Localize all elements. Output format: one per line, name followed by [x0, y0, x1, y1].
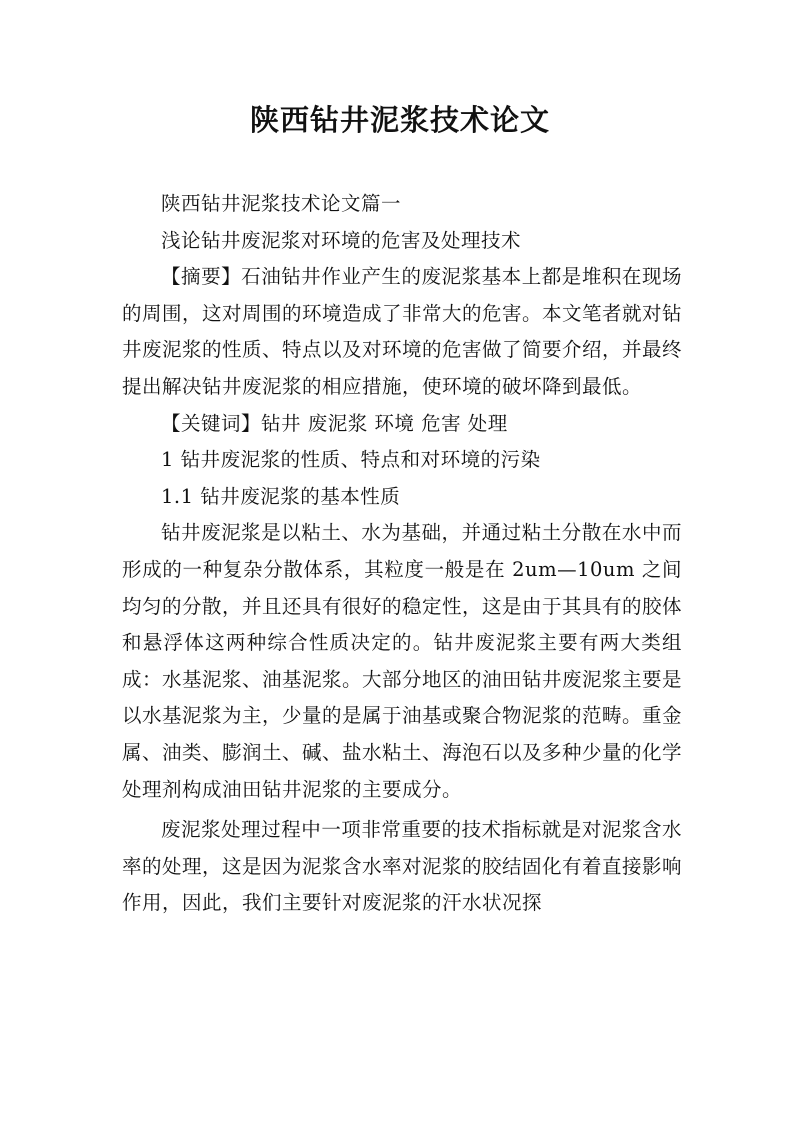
- article-title: 浅论钻井废泥浆对环境的危害及处理技术: [161, 228, 522, 252]
- keywords-line: 【关键词】钻井 废泥浆 环境 危害 处理: [161, 411, 508, 435]
- subsection-heading: 1.1 钻井废泥浆的基本性质: [161, 484, 401, 508]
- body-paragraph: 钻井废泥浆是以粘土、水为基础，并通过粘土分散在水中而形成的一种复杂分散体系，其粒度一般是在 2um—10um 之间均匀的分散，并且还具有很好的稳定性，这是由于其具有的胶体和悬浮体这两种综合性质决定的。钻井废泥浆主要有两大类组成：水基泥浆、油基泥浆。大部分地区的油田钻井废泥浆主要是以水基泥浆为主，少量的是属于油基或聚合物泥浆的范畴。重金属、油类、膨润土、碱、盐水粘土、海泡石以及多种少量的化学处理剂构成油田钻井泥浆的主要成分。: [122, 521, 683, 801]
- chapter-heading: 1 钻井废泥浆的性质、特点和对环境的污染: [161, 448, 541, 472]
- document-body: [122, 186, 682, 922]
- body-paragraph: 废泥浆处理过程中一项非常重要的技术指标就是对泥浆含水率的处理，这是因为泥浆含水率对泥浆的胶结固化有着直接影响作用，因此，我们主要针对废泥浆的汗水状况探: [122, 818, 683, 915]
- abstract-paragraph: 【摘要】石油钻井作业产生的废泥浆基本上都是堆积在现场的周围，这对周围的环境造成了非常大的危害。本文笔者就对钻井废泥浆的性质、特点以及对环境的危害做了简要介绍，并最终提出解决钻井废泥浆的相应措施，使环境的破坏降到最低。: [122, 265, 683, 398]
- section-heading: 陕西钻井泥浆技术论文篇一: [161, 192, 402, 215]
- document-title: 陕西钻井泥浆技术论文: [249, 103, 550, 137]
